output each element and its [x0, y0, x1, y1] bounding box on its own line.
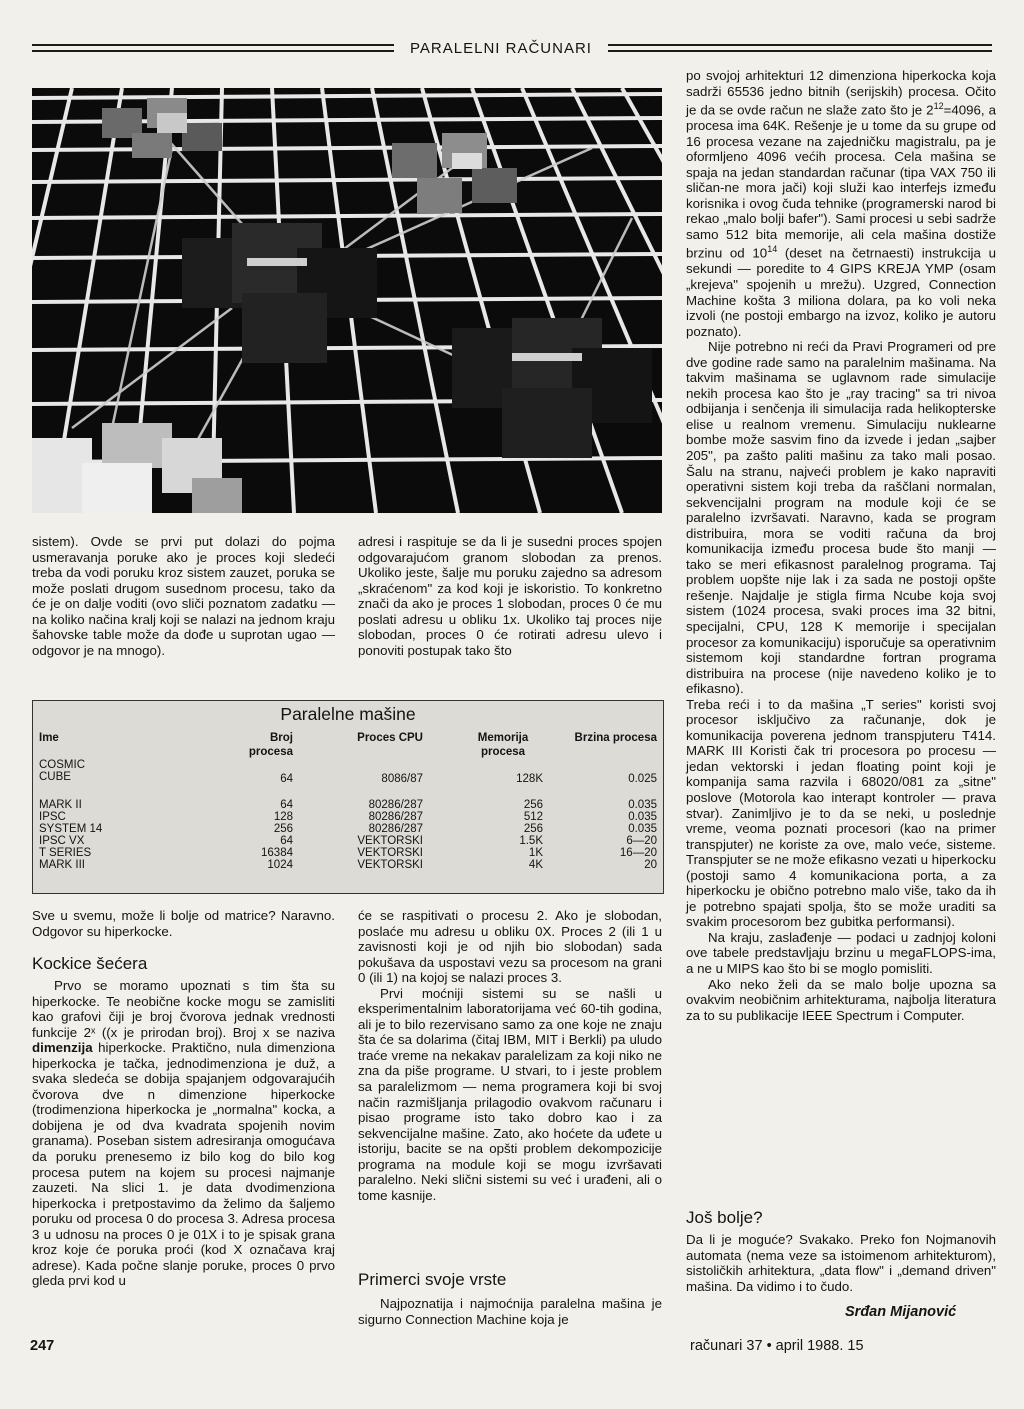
table-cell-count: 128 [273, 811, 293, 823]
section-title: PARALELNI RAČUNARI [410, 40, 592, 57]
col3-p1-c: (deset na četrnaesti) instrukcija u sekundi — poredite to 4 GIPS KREJA YMP (osam „krejeva" spojenih u mrežu). Uzgred, Connection Machine košta 3 miliona dolara, pa ko voli neka izvoli (ne postoji embargo na izvoz, koliko je autoru poznato). [686, 245, 996, 339]
header-rule-left [32, 44, 394, 54]
table-cell-cpu: 80286/287 [368, 811, 423, 823]
header-rule-right [608, 44, 992, 54]
table-row: MARK III [39, 859, 86, 871]
table-cell-speed: 0.035 [628, 823, 657, 835]
table-cell-count: 256 [273, 823, 293, 835]
table-cell-speed: 0.025 [628, 773, 657, 785]
table-cell-memory: 512 [523, 811, 543, 823]
table-cell-count: 64 [280, 799, 293, 811]
table-cell-cpu: VEKTORSKI [357, 847, 423, 859]
table-header-cpu: Proces CPU [357, 732, 423, 744]
col1-top-text: sistem). Ovde se prvi put dolazi do pojma usmeravanja poruke ako je proces koji sledeći treba da vodi poruku kroz sistem zauzet, poruka se može poslati drugom susednom procesu, tako da će je on dalje voditi (ovo sliči poznatom zadatku — na koliko načina kralj koji se nalazi na jednom kraju šahovske table može da dođe u suprotan ugao — odgovor je na mnogo). [32, 534, 335, 658]
table-cell-cpu: 80286/287 [368, 823, 423, 835]
col1-p1-a: Prvo se moramo upoznati s tim šta su hiperkocke. Te neobične kocke mogu se zamisliti kao grafovi čiji je broj čvorova jednak vrednosti funkcije 2ˣ ((x je prirodan broj). Broj x se naziva [32, 978, 335, 1040]
table-cell-memory: 256 [523, 823, 543, 835]
table-cell-speed: 20 [644, 859, 657, 871]
subhead-kockice: Kockice šećera [32, 954, 148, 973]
table-title: Paralelne mašine [280, 704, 416, 724]
col2-bottom-text [358, 908, 662, 1203]
table-cell-count: 1024 [267, 859, 293, 871]
subhead-primerci: Primerci svoje vrste [358, 1270, 507, 1289]
col3-p1-sup1: 12 [933, 101, 944, 112]
col3-p3: Treba reći i to da mašina „T series" koristi svoj procesor isključivo za računanje, dok je komunikacija poverena jednom transpjuteru T414. MARK III Koristi čak tri procesora po procesu — jedan vektorski i jedan floating point koji je kompanija sama razvila i 68020/081 za „sitne" poslove (Motorola kao interapt kontroler — prava stvar). Zanimljivo je to da se neki, u poslednje vreme, veoma poznati procesori (kao na primer transpjuter) ne koriste za ove, malo veće, sisteme. Transpjuter se ne može efikasno vezati u hiperkocku (postoji samo 4 komunikaciona porta, a za hiperkocku je obično potrebno malo više, tako da ih je potrebno spajati spolja, što se može uraditi sa svakim procesorom bez gubitka performansi). [686, 696, 996, 930]
col3-p4: Na kraju, zaslađenje — podaci u zadnjoj koloni ove tabele predstavljaju brzinu u megaFLOPS-ima, a ne u MIPS kao što bi se moglo pomisliti. [686, 929, 996, 977]
table-cell-memory: 1K [528, 847, 543, 859]
col3-p1-sup2: 14 [767, 244, 778, 255]
hypercube-grid-illustration [32, 88, 662, 513]
table-row: COSMIC CUBE [39, 759, 85, 783]
table-cell-memory: 1.5K [519, 835, 543, 847]
subhead-jos-bolje: Još bolje? [686, 1208, 763, 1227]
table-cell-cpu: VEKTORSKI [357, 835, 423, 847]
col3-text [686, 68, 996, 1023]
table-header-name: Ime [39, 732, 59, 744]
table-cell-speed: 0.035 [628, 799, 657, 811]
table-cell-memory: 128K [516, 773, 543, 785]
col1-bottom-text [32, 908, 335, 939]
magazine-footer: računari 37 • april 1988. 15 [690, 1338, 864, 1354]
table-cell-cpu: 8086/87 [381, 773, 423, 785]
table-cell-count: 64 [280, 835, 293, 847]
table-header-memory: Memorija procesa [477, 732, 529, 758]
keyword-dimenzija: dimenzija [32, 1040, 93, 1056]
col2-p2: Prvi moćniji sistemi su se našli u eksperimentalnim laboratorijama već 60-tih godina, ali je to bilo rezervisano samo za one koje ne znaju šta će sa dolarima (čitaj IBM, MIT i Berkli) pa uludo traće vreme na nekakav paralelizam za koji niko ne zna da piše programe. U stvari, to i jeste problem sa paralelizmom — nema programera koji bi svoj način razmišljanja prilagodio ovakvom računaru i pisao programe isto tako dobro kao i za sekvencijalne mašine. Zato, ako hoćete da uđete u istoriju, bacite se na opšti problem dekompozicije programa na module koji se mogu izvršavati paralelno. Neki slični sistemi su već i urađeni, ali o tome kasnije. [358, 985, 662, 1203]
col2-p3: Najpoznatija i najmoćnija paralelna mašina je sigurno Connection Machine koja je [358, 1296, 662, 1327]
col1-body [32, 978, 335, 1289]
table-row: SYSTEM 14 [39, 823, 103, 835]
col3-p2: Nije potrebno ni reći da Pravi Programeri od pre dve godine rade samo na paralelnim mašinama. Na takvim mašinama se uglavnom rade simulacije nekih procesa kao što je „ray tracing" sa tri nivoa odbijanja i senčenja ili simulacija rada helikopterske elise u realnom vremenu. Simulaciju nuklearne bombe može sasvim fino da izvede i jedan „sajber 205", pa zašto paliti mašinu za tako mali posao. Šalu na stranu, najveći problem je kako napraviti operativni sistem koji treba da raščlani normalan, sekvencijalni program na module koji će se paralelno izvršavati. Naravno, kada se program distribuira, mora se voditi računa da broj komunikacija između procesa bude što manji — tako se meri efikasnost paralelnog programa. Taj problem uopšte nije lak i za sada ne postoji opšte rešenje. Najdalje je stigla firma Ncube koja svoj sistem (1024 procesa, svaki proces ima 32 bitni, specijalni, CPU, 128 K memorije i specijalan procesor za komunikaciju) isporučuje sa operativnim sistemom koji standardne fortran programa distribuira na procese (nije navedeno koliko je to efikasno). [686, 339, 996, 697]
table-cell-cpu: VEKTORSKI [357, 859, 423, 871]
col2-p1: će se raspitivati o procesu 2. Ako je slobodan, poslaće mu adresu u obliku 0X. Proces 2 (ili 1 u zavisnosti koji je od njih bio slobodan) sada pokušava da uspostavi vezu sa procesom na grani 0 (ili 1) na kojoj se nalazi proces 3. [358, 908, 662, 986]
col1-intro: Sve u svemu, može li bolje od matrice? Naravno. Odgovor su hiperkocke. [32, 908, 335, 939]
col3-p1 [686, 68, 996, 339]
table-cell-count: 64 [280, 773, 293, 785]
col3-p6: Da li je moguće? Svakako. Preko fon Nojmanovih automata (nema veze sa istoimenom arhitekturom), sistoličkih arhitektura, „data flow" i „demand driven" mašina. Da vidimo i to čudo. [686, 1232, 996, 1294]
table-header-speed: Brzina procesa [574, 732, 657, 744]
col3-p1-b: =4096, a procesa ima 64K. Rešenje je u tome da su grupe od 16 procesa vezane na zajedničku magistralu, pa je oformljeno 4096 većih procesa. Cela mašina se spaja na jedan standardan računar (tipa VAX 750 ili sličan-ne mora jači) koji služi kao interfejs između korisnika i ovog čuda tehnike (programerski narod bi rekao „malo bolji bafer"). Sami procesi u sebi sadrže samo 512 bita memorije, ali cela mašina dostiže brzinu od 10 [686, 102, 996, 261]
table-cell-cpu: 80286/287 [368, 799, 423, 811]
table-cell-speed: 0.035 [628, 811, 657, 823]
table-cell-speed: 16—20 [619, 847, 657, 859]
col3-p1-a: po svojoj arhitekturi 12 dimenziona hiperkocka koja sadrži 65536 jedno bitnih (serijskih) procesa. Očito je da se ovde račun ne slaže zato što je 2 [686, 68, 996, 118]
parallel-machines-table [32, 700, 664, 894]
table-row: T SERIES [39, 847, 92, 859]
table-cell-memory: 256 [523, 799, 543, 811]
table-row: MARK II [39, 799, 82, 811]
col3-p5: Ako neko želi da se malo bolje upozna sa ovakvim neobičnim arhitekturama, najbolja literatura za to su publikacije IEEE Spectrum i Computer. [686, 976, 996, 1023]
table-cell-memory: 4K [528, 859, 543, 871]
table-header-count: Broj procesa [248, 732, 293, 758]
table-cell-count: 16384 [261, 847, 293, 859]
col1-p1-b: hiperkocke. Praktično, nula dimenziona hiperkocka je tačka, jednodimenziona je duž, a svaka sledeća se dobija spajanjem odgovarajućih čvorova dve n dimenzione hiperkocke (trodimenziona hiperkocka je „normalna" kocka, a dobijena je od dva kvadrata spojenih novim granama). Poseban sistem adresiranja omogućava da poruku prenesemo iz bilo kog do bilo kog procesa putem na kojem su procesi najmanje zauzeti. Na slici 1. je data dvodimenziona hiperkocka i pretpostavimo da želimo da šaljemo poruku od procesa 0 do procesa 3. Adresa procesa 3 u udnosu na proces 0 je 01X i to je spisak grana kroz koje će poruka proći (kod X označava kraj adrese). Kada počne slanje poruke, proces 0 prvo gleda prvi kod u [32, 1040, 335, 1289]
author-signature: Srđan Mijanović [845, 1304, 957, 1320]
table-row: IPSC [39, 811, 66, 823]
col2-top-text: adresi i raspituje se da li je susedni proces spojen odgovarajućom granom slobodan za prenos. Ukoliko jeste, šalje mu poruku zajedno sa adresom „skraćenom" za kod koji je iskoristio. To konkretno znači da ako je proces 1 slobodan, proces 0 će mu poslati adresu u obliku 1x. Ukoliko taj proces nije slobodan, proces 0 će rotirati adresu ulevo i ponoviti postupak tako što [358, 534, 662, 658]
table-cell-speed: 6—20 [626, 835, 657, 847]
page-number: 247 [30, 1338, 55, 1354]
table-row: IPSC VX [39, 835, 85, 847]
